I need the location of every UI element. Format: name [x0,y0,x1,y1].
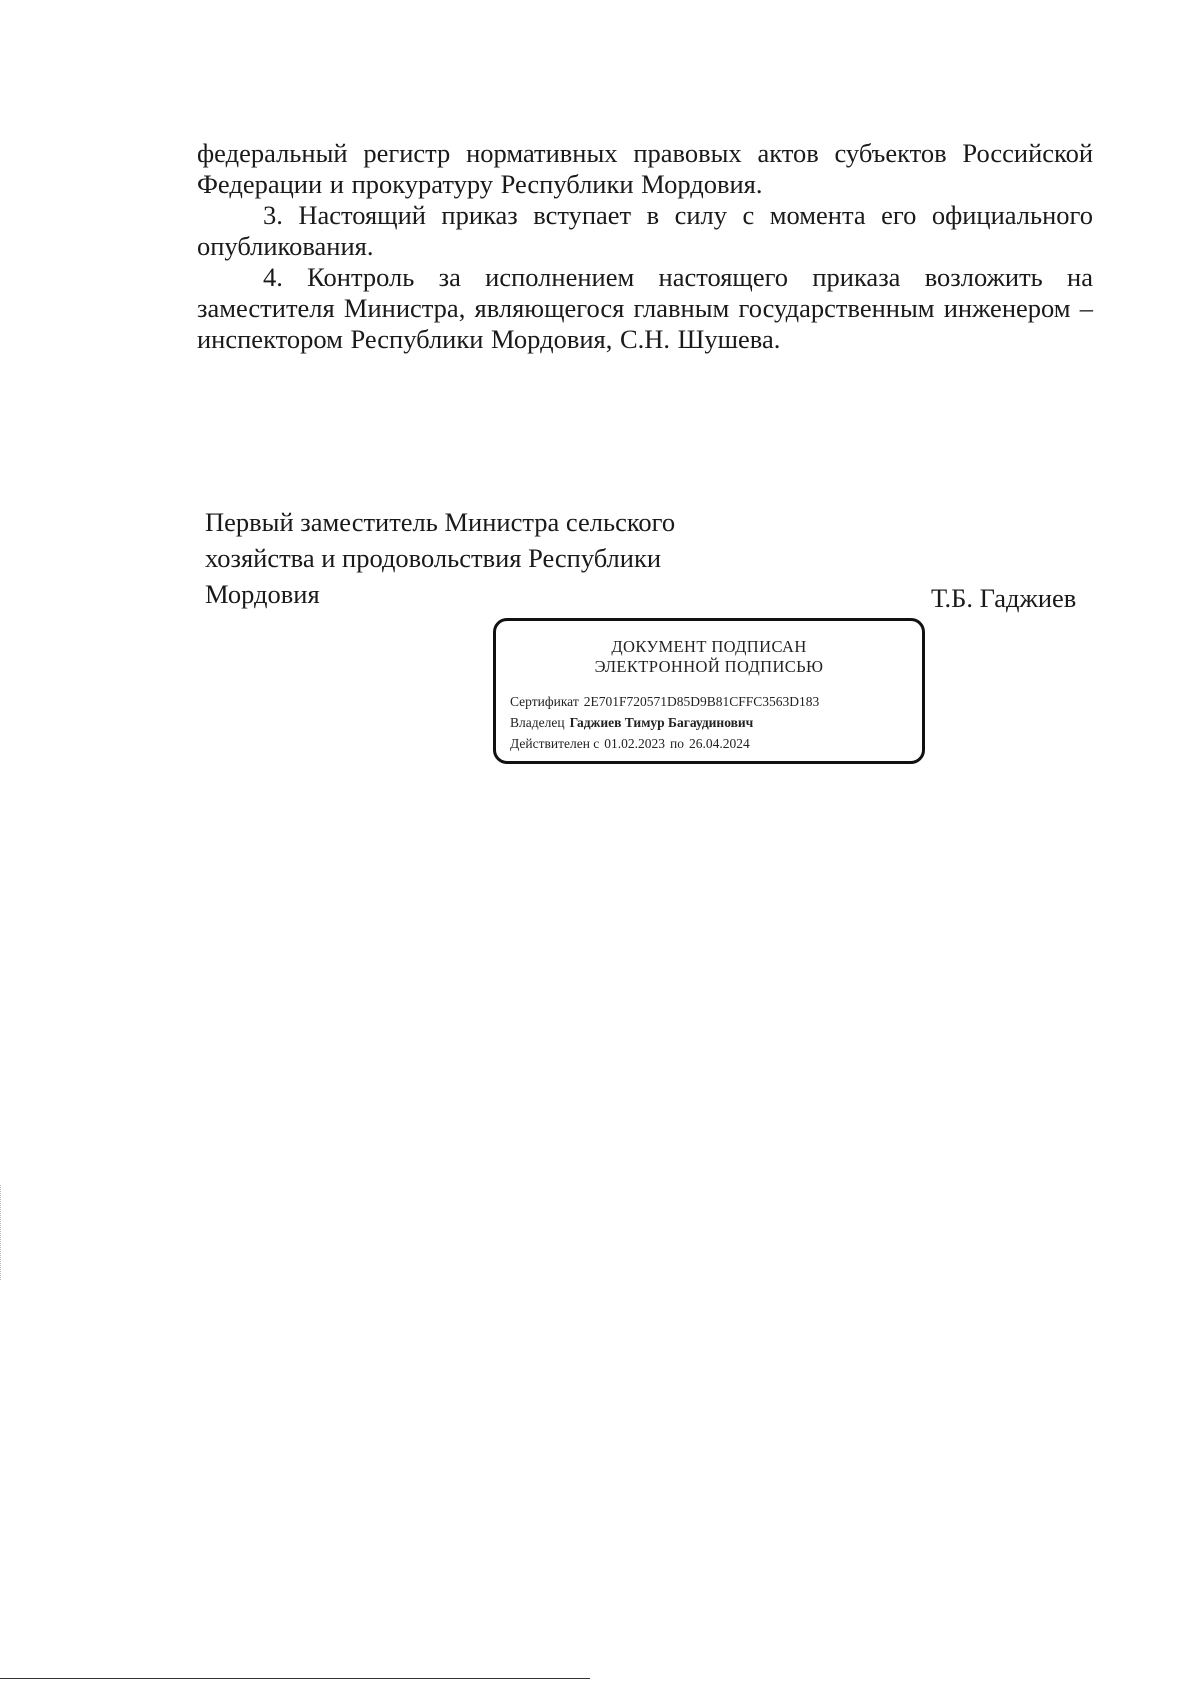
certificate-label: Сертификат [510,694,579,709]
signer-name: Т.Б. Гаджиев [931,583,1077,613]
valid-to-label: по [670,736,685,751]
certificate-value: 2E701F720571D85D9B81CFFC3563D183 [583,694,820,709]
footer-rule [0,1678,590,1679]
stamp-title-line: ДОКУМЕНТ ПОДПИСАН [611,637,807,656]
signer-position [205,504,725,612]
electronic-signature-stamp [493,618,925,764]
valid-from: 01.02.2023 [604,736,666,751]
stamp-owner [510,712,819,733]
owner-label: Владелец [510,715,565,730]
paragraph-item-3: 3. Настоящий приказ вступает в силу с момента его официального опубликования. [197,200,1093,261]
valid-label: Действителен с [510,736,600,751]
stamp-details [510,691,819,754]
paragraph-continuation: федеральный регистр нормативных правовых актов субъектов Российской Федерации и прокуратуру Республики Мордовия. [197,138,1093,199]
stamp-title-line: ЭЛЕКТРОННОЙ ПОДПИСЬЮ [594,657,824,676]
valid-to: 26.04.2024 [689,736,750,751]
signer-position-line: Первый заместитель Министра сельского [205,507,676,537]
signer-position-line: Мордовия [205,579,320,609]
scan-artifact [0,1185,3,1280]
stamp-title [496,637,922,677]
signer-position-line: хозяйства и продовольствия Республики [205,543,662,573]
owner-value: Гаджиев Тимур Багаудинович [569,715,754,730]
stamp-certificate [510,691,819,712]
document-body [197,138,1093,355]
paragraph-item-4: 4. Контроль за исполнением настоящего приказа возложить на заместителя Министра, являющегося главным государственным инженером – инспектором Республики Мордовия, С.Н. Шушева. [197,262,1093,354]
stamp-validity [510,733,819,754]
